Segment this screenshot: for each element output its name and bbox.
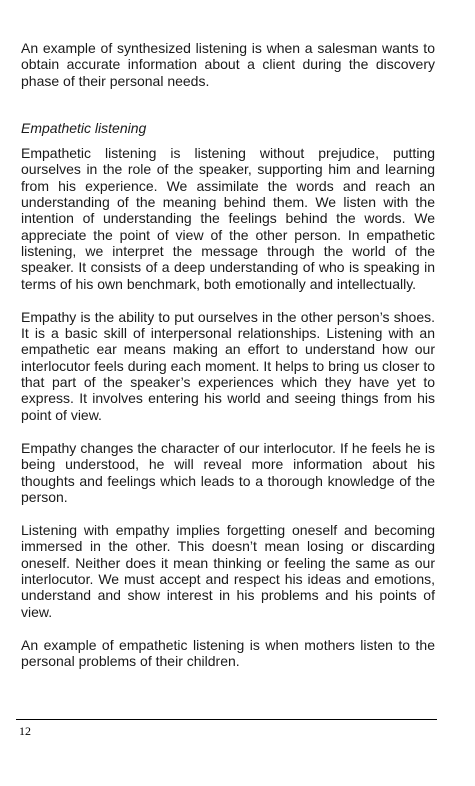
body-paragraph-3: Empathy changes the character of our interlocutor. If he feels he is being understood, he will reveal more information about his thoughts and feelings which leads to a thorough knowledge of the person.	[21, 439, 435, 505]
intro-paragraph: An example of synthesized listening is when a salesman wants to obtain accurate information about a client during the discovery phase of their personal needs.	[21, 40, 435, 89]
body-paragraph-5: An example of empathetic listening is when mothers listen to the personal problems of their children.	[21, 636, 435, 670]
section-heading: Empathetic listening	[21, 119, 147, 136]
body-paragraph-1: Empathetic listening is listening without prejudice, putting ourselves in the role of the speaker, supporting him and learning from his experience. We assimilate the words and reach an understanding of the meaning behind them. We listen with the intention of understanding the feelings behind the words. We appreciate the point of view of the other person. In empathetic listening, we interpret the message through the world of the speaker. It consists of a deep understanding of who is speaking in terms of his own benchmark, both emotionally and intellectually.	[21, 145, 435, 292]
page-number: 12	[19, 724, 31, 738]
body-paragraph-4: Listening with empathy implies forgetting oneself and becoming immersed in the other. This doesn’t mean losing or discarding oneself. Neither does it mean thinking or feeling the same as our interlocutor. We must accept and respect his ideas and emotions, understand and show interest in his problems and his points of view.	[21, 522, 435, 620]
body-paragraph-2: Empathy is the ability to put ourselves in the other person’s shoes. It is a basic skill of interpersonal relationships. Listening with an empathetic ear means making an effort to understand how our interlocutor feels during each moment. It helps to bring us closer to that part of the speaker’s experiences which they have yet to express. It involves entering his world and seeing things from his point of view.	[21, 308, 435, 423]
page-body	[21, 40, 435, 687]
footer-divider	[16, 719, 437, 720]
